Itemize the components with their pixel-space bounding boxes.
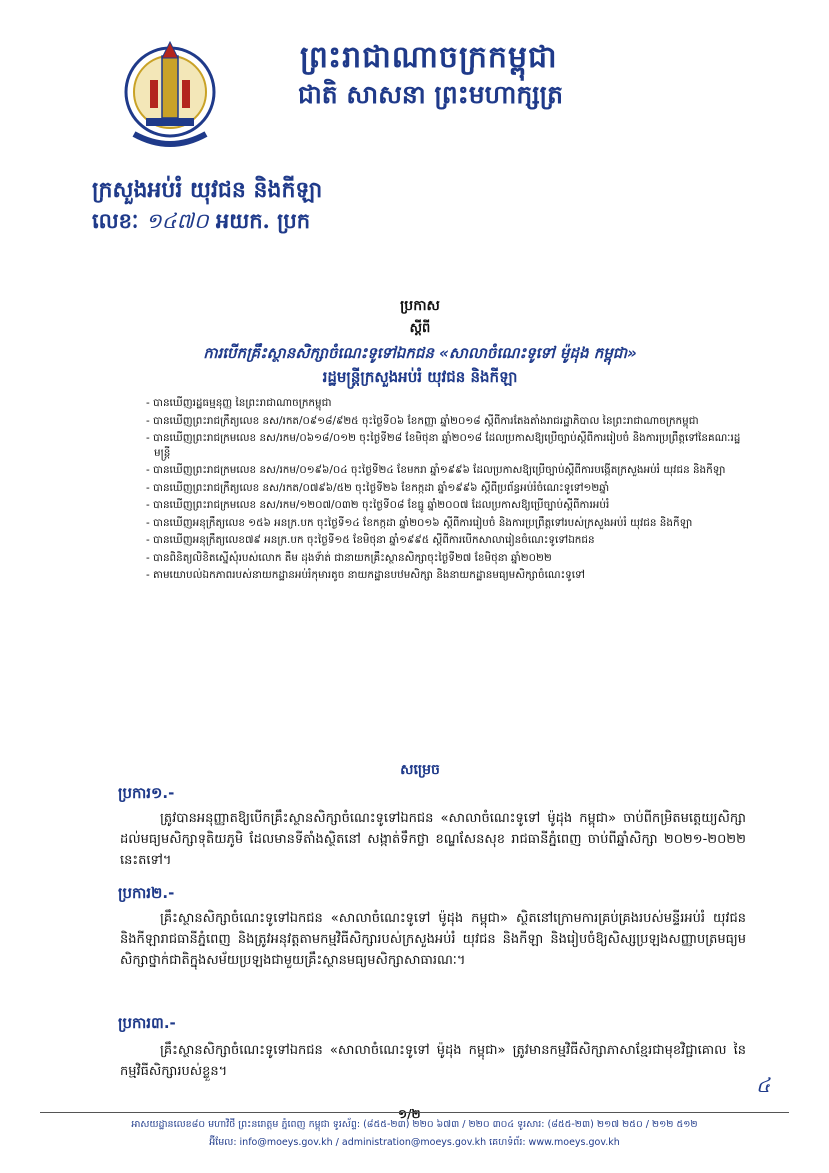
list-item: - បានឃើញព្រះរាជក្រមលេខ នស/រកម/០៦១៨/០១២ ចុះថ្ងៃទី២៨ ខែមិថុនា ឆ្នាំ២០១៨ ដែលប្រកាសឱ្យប្រើច្បាប់ស្ដីពីការរៀបចំ និងការប្រព្រឹត្តទៅនៃគណៈរដ្ឋមន្ត្រី — [146, 432, 741, 459]
list-item: - បានឃើញព្រះរាជក្រឹត្យលេខ នស/រកត/០៧៩៦/៥២ ចុះថ្ងៃទី២៦ ខែកក្កដា ឆ្នាំ១៩៩៦ ស្ដីពីប្រព័ន្ធអប់រំចំណេះទូទៅ១២ឆ្នាំ — [146, 481, 610, 494]
document-title: ការបើកគ្រឹះស្ថានសិក្សាចំណេះទូទៅឯកជន «សាលាចំណេះទូទៅ ម៉ូដុង កម្ពុជា» — [203, 344, 637, 362]
document-type: ប្រកាស — [400, 298, 440, 314]
page-number: ១/២ — [398, 1107, 421, 1121]
article-1-heading: ប្រការ១.- — [118, 784, 175, 802]
decision-heading: សម្រេច — [400, 762, 440, 778]
article-1-text: ត្រូវបានអនុញ្ញាតឱ្យបើកគ្រឹះស្ថានសិក្សាចំណេះទូទៅឯកជន «សាលាចំណេះទូទៅ ម៉ូដុង កម្ពុជា» ចាប់ពីកម្រិតមត្តេយ្យសិក្សាដល់មធ្យមសិក្សាទុតិយភូមិ ដែលមានទីតាំងស្ថិតនៅ សង្កាត់ទឹកថ្លា ខណ្ឌសែនសុខ រាជធានីភ្នំពេញ ចាប់ពីឆ្នាំសិក្សា ២០២១-២០២២ នេះតទៅ។ — [120, 811, 746, 868]
list-item: - បានពិនិត្យលិខិតស្នើសុំរបស់លោក តឹម ដុងទ័ាត់ ជានាយកគ្រឹះស្ថានសិក្សាចុះថ្ងៃទី២៧ ខែមិថុនា ឆ្នាំ២០២២ — [146, 551, 552, 564]
article-2-heading: ប្រការ២.- — [118, 884, 175, 902]
list-item: - បានឃើញរដ្ឋធម្មនុញ្ញ នៃព្រះរាជាណាចក្រកម្ពុជា — [146, 397, 332, 409]
reference-list — [146, 396, 746, 586]
national-motto: ជាតិ សាសនា ព្រះមហាក្សត្រ — [298, 80, 563, 109]
footer-address: អាសយដ្ឋានលេខ៨០ មហាវិថី ព្រះនរោត្តម ភ្នំពេញ កម្ពុជា ទូរស័ព្ទ: (៨៥៥-២៣) ២២០ ៦៧៣ / ២២០ ៣០៤ ទូរសារ: (៨៥៥-២៣) ២១៧ ២៥០ / ២១២ ៥១២ — [131, 1119, 698, 1130]
list-item: - បានឃើញអនុក្រឹត្យលេខ ១៥៦ អនក្រ.បក ចុះថ្ងៃទី១៤ ខែកក្កដា ឆ្នាំ២០១៦ ស្ដីពីការរៀបចំ និងការប្រព្រឹត្តទៅរបស់ក្រសួងអប់រំ យុវជន និងកីឡា — [146, 516, 693, 529]
list-item: - បានឃើញព្រះរាជក្រមលេខ នស/រកម/១២០៧/០៣២ ចុះថ្ងៃទី០៨ ខែធ្នូ ឆ្នាំ២០០៧ ដែលប្រកាសឱ្យប្រើច្បាប់ស្ដីពីការអប់រំ — [146, 499, 610, 511]
document-about: ស្ដីពី — [409, 321, 431, 336]
article-3-text: គ្រឹះស្ថានសិក្សាចំណេះទូទៅឯកជន «សាលាចំណេះទូទៅ ម៉ូដុង កម្ពុជា» ត្រូវមានកម្មវិធីសិក្សាភាសាខ្មែរជាមុខវិជ្ជាគោល នៃកម្មវិធីសិក្សារបស់ខ្លួន។ — [120, 1043, 746, 1079]
list-item: - តាមយោបល់ឯកភាពរបស់នាយកដ្ឋានអប់រំកុមារតូច នាយកដ្ឋានបឋមសិក្សា និងនាយកដ្ឋានមធ្យមសិក្សាចំណេះទូទៅ — [146, 569, 585, 581]
reference-label: លេខៈ — [92, 208, 139, 233]
article-3-heading: ប្រការ៣.- — [118, 1014, 176, 1032]
reference-number-line — [92, 208, 452, 239]
ministry-emblem-icon — [120, 34, 220, 162]
list-item: - បានឃើញព្រះរាជក្រមលេខ នស/រកម/០១៩៦/០៤ ចុះថ្ងៃទី២៤ ខែមករា ឆ្នាំ១៩៩៦ ដែលប្រកាសឱ្យប្រើច្បាប់ស្ដីពីការបង្កើតក្រសួងអប់រំ យុវជន និងកីឡា — [146, 464, 726, 476]
footer-divider — [40, 1112, 789, 1113]
minister-title: រដ្ឋមន្ត្រីក្រសួងអប់រំ យុវជន និងកីឡា — [322, 368, 518, 386]
list-item: - បានឃើញអនុក្រឹត្យលេខ៧៩ អនក្រ.បក ចុះថ្ងៃទី១៥ ខែមិថុនា ឆ្នាំ១៩៩៥ ស្ដីពីការបើកសាលារៀនចំណេះទូទៅឯកជន — [146, 534, 595, 546]
article-2-text: គ្រឹះស្ថានសិក្សាចំណេះទូទៅឯកជន «សាលាចំណេះទូទៅ ម៉ូដុង កម្ពុជា» ស្ថិតនៅក្រោមការគ្រប់គ្រងរបស់មន្ទីរអប់រំ យុវជន និងកីឡារាជធានីភ្នំពេញ និងត្រូវអនុវត្តតាមកម្មវិធីសិក្សារបស់ក្រសួងអប់រំ យុវជន និងកីឡា និងរៀបចំឱ្យសិស្សប្រឡងសញ្ញាបត្រមធ្យមសិក្សាថ្នាក់ជាតិក្នុងសម័យប្រឡងជាមួយគ្រឹះស្ថានមធ្យមសិក្សាសាធារណៈ។ — [120, 911, 746, 968]
list-item: - បានឃើញព្រះរាជក្រឹត្យលេខ នស/រកត/០៩១៨/៩២៥ ចុះថ្ងៃទី០៦ ខែកញ្ញា ឆ្នាំ២០១៨ ស្ដីពីការតែងតាំងរាជរដ្ឋាភិបាល នៃព្រះរាជាណាចក្រកម្ពុជា — [146, 414, 699, 427]
kingdom-title: ព្រះរាជាណាចក្រកម្ពុជា — [300, 40, 558, 75]
footer-contact: អ៊ីមែល: info@moeys.gov.kh / administration@moeys.gov.kh គេហទំព័រ: www.moeys.gov.kh — [209, 1137, 620, 1148]
reference-suffix: អយក. ប្រក — [215, 208, 311, 233]
reference-number: ១៤៧០ — [145, 209, 209, 233]
handwritten-initials: ៤ — [756, 1073, 771, 1097]
ministry-name: ក្រសួងអប់រំ យុវជន និងកីឡា — [92, 177, 323, 203]
